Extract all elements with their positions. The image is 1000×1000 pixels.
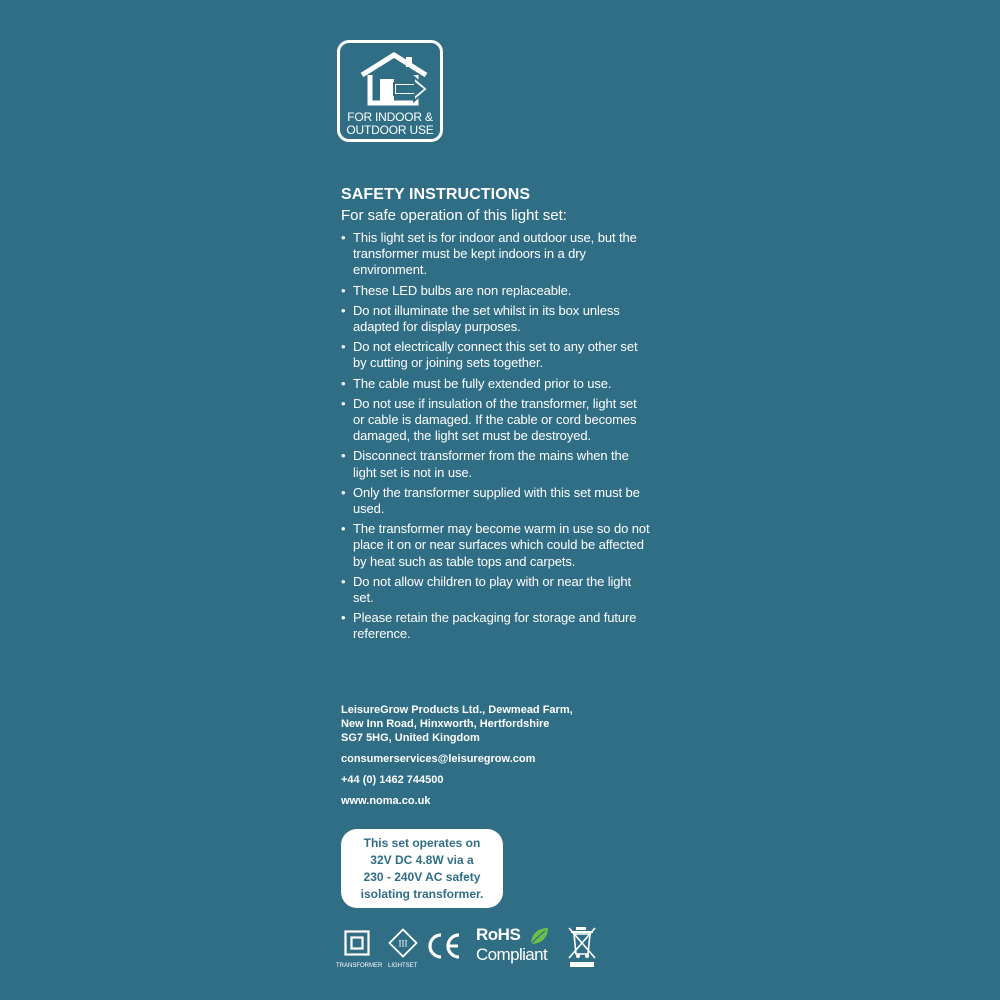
power-spec-line-1: This set operates on xyxy=(363,836,481,850)
address-line-3: SG7 5HG, United Kingdom xyxy=(341,732,480,744)
safety-bullet-item xyxy=(341,574,651,606)
safety-bullet-item xyxy=(341,396,651,445)
safety-bullet-item xyxy=(341,339,651,371)
safety-subtitle: For safe operation of this light set: xyxy=(341,207,567,224)
power-spec-line-4: isolating transformer. xyxy=(360,887,484,901)
rohs-title: RoHS xyxy=(476,925,521,944)
rohs-subtitle: Compliant xyxy=(476,945,548,964)
safety-bullet-item xyxy=(341,303,651,335)
lightset-label: LIGHTSET xyxy=(388,963,418,969)
class-ii-icon xyxy=(344,930,370,956)
safety-bullet-text: The transformer may become warm in use so do not place it on or near surfaces which could be affected by heat such as table tops and carpets. xyxy=(353,521,650,569)
safety-bullet-text: Do not electrically connect this set to any other set by cutting or joining sets together. xyxy=(353,339,638,371)
class-iii-icon xyxy=(388,928,418,958)
leaf-icon xyxy=(528,926,550,946)
safety-bullet-item xyxy=(341,283,651,299)
company-phone: +44 (0) 1462 744500 xyxy=(341,774,444,786)
safety-bullet-item xyxy=(341,521,651,570)
ce-mark-icon xyxy=(426,932,462,960)
indoor-outdoor-badge xyxy=(337,40,443,142)
safety-bullet-text: Disconnect transformer from the mains when the light set is not in use. xyxy=(353,448,629,480)
company-email: consumerservices@leisuregrow.com xyxy=(341,753,536,765)
badge-line-2: OUTDOOR USE xyxy=(346,123,434,137)
bullet-dot: • xyxy=(341,375,346,391)
safety-bullet-item xyxy=(341,485,651,517)
safety-title: SAFETY INSTRUCTIONS xyxy=(341,186,531,203)
bullet-dot: • xyxy=(341,610,346,626)
bullet-dot: • xyxy=(341,230,346,245)
safety-bullet-item xyxy=(341,230,651,279)
safety-bullet-item xyxy=(341,376,651,392)
safety-bullet-text: Only the transformer supplied with this set must be used. xyxy=(353,484,640,517)
safety-bullet-text: Do not use if insulation of the transformer, light set or cable is damaged. If the cable or cord becomes damaged, the light set must be destroyed. xyxy=(353,395,637,444)
safety-bullet-text: Do not illuminate the set whilst in its box unless adapted for display purposes. xyxy=(353,302,620,335)
bullet-dot: • xyxy=(341,484,346,500)
rohs-compliant-mark xyxy=(476,926,556,966)
company-details xyxy=(341,703,641,808)
badge-line-1: FOR INDOOR & xyxy=(347,110,433,124)
company-website: www.noma.co.uk xyxy=(341,795,431,807)
safety-bullet-item xyxy=(341,610,651,642)
power-spec-line-3: 230 - 240V AC safety xyxy=(363,870,481,884)
house-indoor-outdoor-icon xyxy=(358,51,430,107)
address-line-1: LeisureGrow Products Ltd., Dewmead Farm, xyxy=(341,704,573,716)
bullet-dot: • xyxy=(341,282,346,298)
address-line-2: New Inn Road, Hinxworth, Hertfordshire xyxy=(341,718,550,730)
power-spec-box xyxy=(341,829,503,908)
safety-bullet-list xyxy=(341,230,651,643)
certification-marks xyxy=(336,924,606,974)
safety-instructions xyxy=(341,186,651,647)
power-spec-line-2: 32V DC 4.8W via a xyxy=(370,853,474,867)
safety-bullet-item xyxy=(341,448,651,480)
badge-label xyxy=(340,111,440,137)
bullet-dot: • xyxy=(341,339,346,355)
company-address xyxy=(341,703,641,745)
bullet-dot: • xyxy=(341,448,346,464)
safety-bullet-text: Do not allow children to play with or near the light set. xyxy=(353,573,632,606)
transformer-label: TRANSFORMER xyxy=(336,963,383,969)
safety-bullet-text: These LED bulbs are non replaceable. xyxy=(353,282,572,298)
class-iii-numeral: III xyxy=(398,938,408,949)
bullet-dot: • xyxy=(341,573,346,589)
bullet-dot: • xyxy=(341,395,346,411)
crossed-out-bin-icon xyxy=(566,924,598,970)
safety-bullet-text: Please retain the packaging for storage and future reference. xyxy=(353,610,637,642)
bullet-dot: • xyxy=(341,302,346,318)
safety-bullet-text: This light set is for indoor and outdoor use, but the transformer must be kept indoors in a dry environment. xyxy=(353,230,637,278)
bullet-dot: • xyxy=(341,521,346,537)
safety-bullet-text: The cable must be fully extended prior to use. xyxy=(353,375,612,391)
